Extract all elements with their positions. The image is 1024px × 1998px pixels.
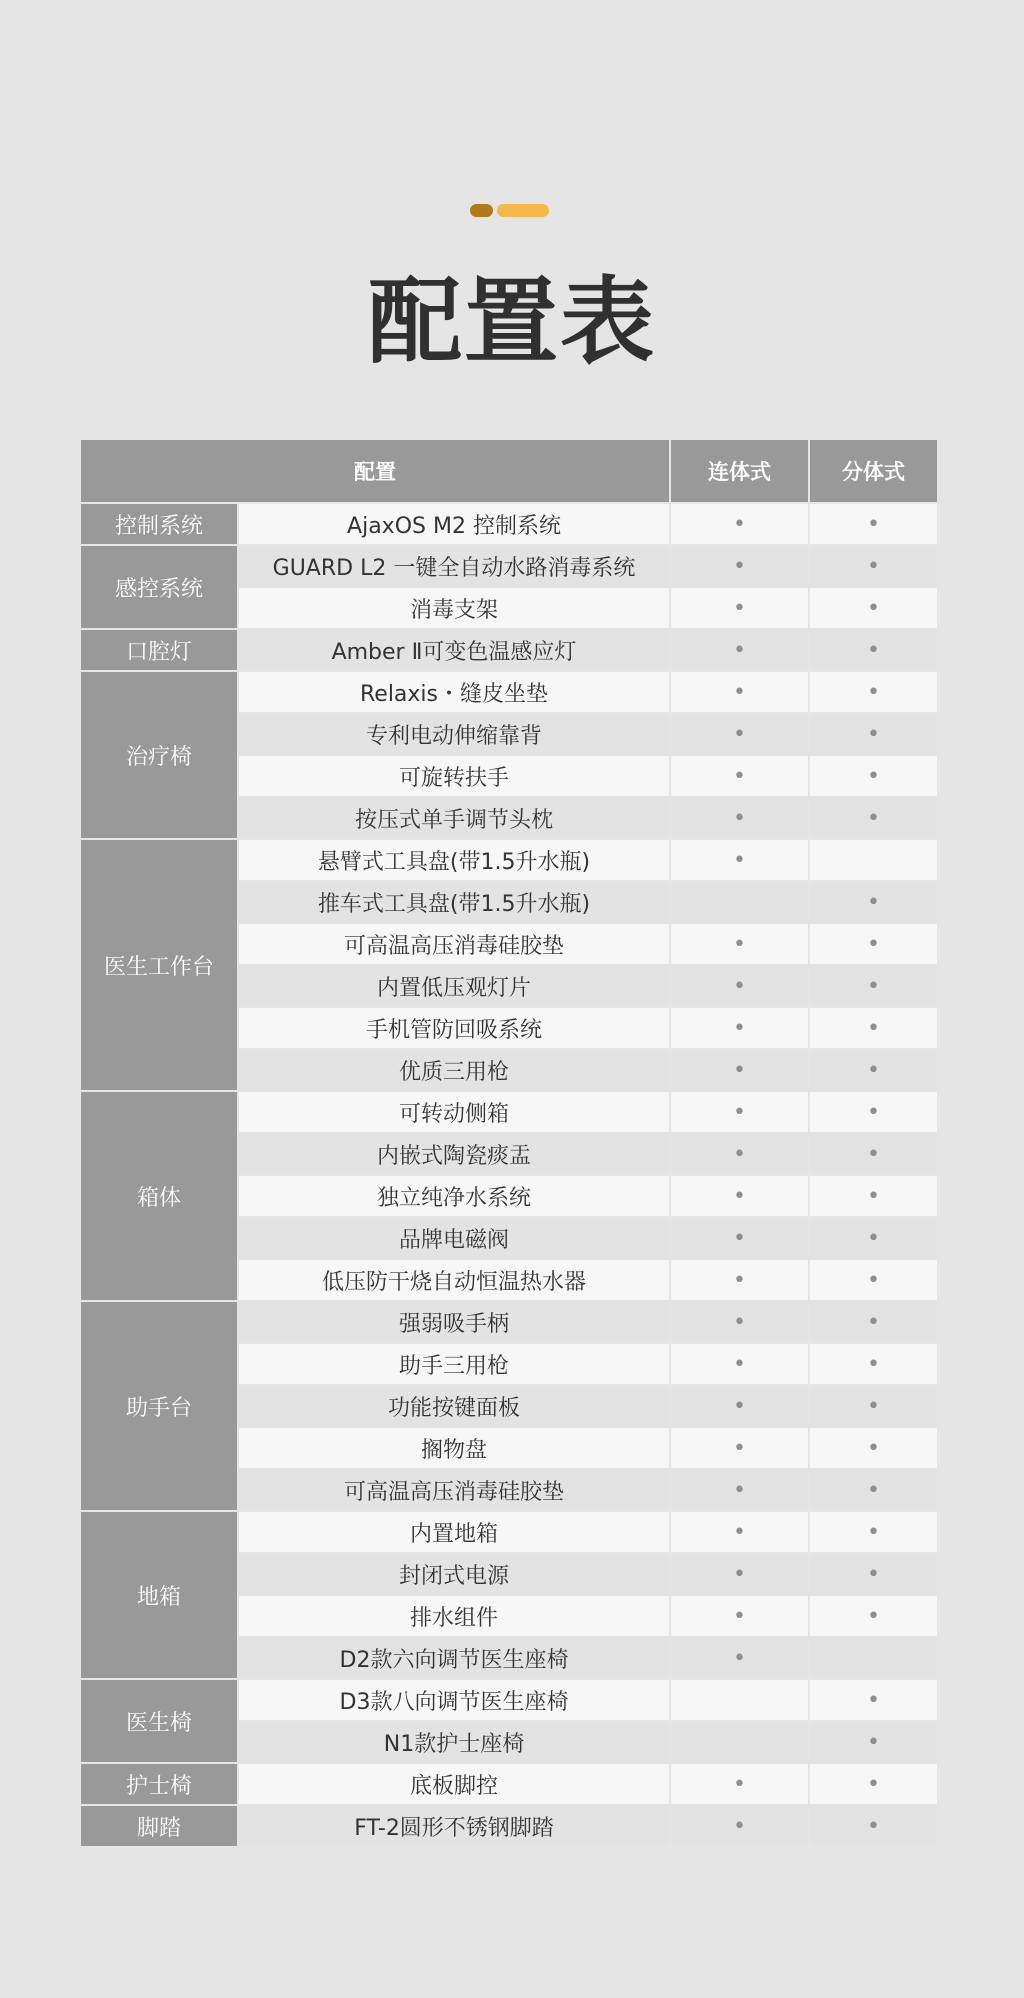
item-name-cell: D2款六向调节医生座椅: [239, 1638, 669, 1678]
included-dot-icon: •: [733, 1057, 746, 1083]
table-row: [81, 1134, 937, 1174]
split-mark-cell: [810, 1722, 937, 1762]
included-dot-icon: •: [867, 1057, 880, 1083]
included-dot-icon: •: [867, 763, 880, 789]
included-dot-icon: •: [733, 511, 746, 537]
included-dot-icon: •: [867, 1561, 880, 1587]
included-dot-icon: •: [733, 1099, 746, 1125]
split-mark-cell: [810, 1134, 937, 1174]
item-name-cell: 专利电动伸缩靠背: [239, 714, 669, 754]
table-header-row: [81, 440, 937, 502]
split-mark-cell: [810, 1050, 937, 1090]
category-cell: 医生工作台: [81, 840, 237, 1090]
split-mark-cell: [810, 798, 937, 838]
included-dot-icon: •: [867, 1267, 880, 1293]
category-cell: 口腔灯: [81, 630, 237, 670]
category-cell: 助手台: [81, 1302, 237, 1510]
integrated-mark-cell: [671, 840, 808, 880]
category-cell: 地箱: [81, 1512, 237, 1678]
integrated-mark-cell: [671, 1680, 808, 1720]
included-dot-icon: •: [733, 1813, 746, 1839]
table-row: [81, 1344, 937, 1384]
integrated-mark-cell: [671, 1092, 808, 1132]
included-dot-icon: •: [733, 1393, 746, 1419]
included-dot-icon: •: [733, 1603, 746, 1629]
item-name-cell: 可高温高压消毒硅胶垫: [239, 924, 669, 964]
table-row: [81, 798, 937, 838]
split-mark-cell: [810, 1596, 937, 1636]
table-row: [81, 756, 937, 796]
item-name-cell: 悬臂式工具盘(带1.5升水瓶): [239, 840, 669, 880]
item-name-cell: D3款八向调节医生座椅: [239, 1680, 669, 1720]
included-dot-icon: •: [733, 1519, 746, 1545]
item-name-cell: N1款护士座椅: [239, 1722, 669, 1762]
split-mark-cell: [810, 924, 937, 964]
table-row: [81, 1176, 937, 1216]
item-name-cell: 优质三用枪: [239, 1050, 669, 1090]
included-dot-icon: •: [867, 1351, 880, 1377]
included-dot-icon: •: [733, 1771, 746, 1797]
table-row: [81, 1218, 937, 1258]
split-mark-cell: [810, 966, 937, 1006]
integrated-mark-cell: [671, 1638, 808, 1678]
split-mark-cell: [810, 672, 937, 712]
table-row: [81, 1470, 937, 1510]
included-dot-icon: •: [867, 1771, 880, 1797]
item-name-cell: 品牌电磁阀: [239, 1218, 669, 1258]
included-dot-icon: •: [867, 679, 880, 705]
item-name-cell: 搁物盘: [239, 1428, 669, 1468]
included-dot-icon: •: [733, 1477, 746, 1503]
integrated-mark-cell: [671, 1302, 808, 1342]
integrated-mark-cell: [671, 924, 808, 964]
integrated-mark-cell: [671, 1596, 808, 1636]
integrated-mark-cell: [671, 1050, 808, 1090]
item-name-cell: 强弱吸手柄: [239, 1302, 669, 1342]
split-mark-cell: [810, 714, 937, 754]
included-dot-icon: •: [733, 1645, 746, 1671]
table-row: [81, 1512, 937, 1552]
included-dot-icon: •: [733, 1435, 746, 1461]
split-mark-cell: [810, 1428, 937, 1468]
item-name-cell: Amber Ⅱ可变色温感应灯: [239, 630, 669, 670]
split-mark-cell: [810, 1302, 937, 1342]
integrated-mark-cell: [671, 714, 808, 754]
included-dot-icon: •: [733, 1141, 746, 1167]
table-row: [81, 1806, 937, 1846]
split-mark-cell: [810, 1512, 937, 1552]
integrated-mark-cell: [671, 882, 808, 922]
item-name-cell: 消毒支架: [239, 588, 669, 628]
included-dot-icon: •: [867, 1099, 880, 1125]
table-row: [81, 1638, 937, 1678]
header-integrated: 连体式: [671, 440, 808, 502]
split-mark-cell: [810, 504, 937, 544]
table-row: [81, 840, 937, 880]
category-cell: 控制系统: [81, 504, 237, 544]
table-row: [81, 1428, 937, 1468]
item-name-cell: 内置地箱: [239, 1512, 669, 1552]
included-dot-icon: •: [733, 1225, 746, 1251]
included-dot-icon: •: [867, 1477, 880, 1503]
table-row: [81, 882, 937, 922]
integrated-mark-cell: [671, 1512, 808, 1552]
table-row: [81, 1008, 937, 1048]
split-mark-cell: [810, 1260, 937, 1300]
integrated-mark-cell: [671, 546, 808, 586]
category-cell: 感控系统: [81, 546, 237, 628]
table-row: [81, 1680, 937, 1720]
included-dot-icon: •: [733, 763, 746, 789]
integrated-mark-cell: [671, 1218, 808, 1258]
included-dot-icon: •: [733, 679, 746, 705]
included-dot-icon: •: [867, 805, 880, 831]
table-row: [81, 1386, 937, 1426]
split-mark-cell: [810, 1008, 937, 1048]
integrated-mark-cell: [671, 588, 808, 628]
split-mark-cell: [810, 1344, 937, 1384]
split-mark-cell: [810, 882, 937, 922]
split-mark-cell: [810, 1764, 937, 1804]
split-mark-cell: [810, 1218, 937, 1258]
included-dot-icon: •: [733, 595, 746, 621]
integrated-mark-cell: [671, 966, 808, 1006]
integrated-mark-cell: [671, 1806, 808, 1846]
split-mark-cell: [810, 1092, 937, 1132]
included-dot-icon: •: [867, 1687, 880, 1713]
table-row: [81, 1092, 937, 1132]
included-dot-icon: •: [733, 1351, 746, 1377]
split-mark-cell: [810, 756, 937, 796]
included-dot-icon: •: [733, 931, 746, 957]
split-mark-cell: [810, 1554, 937, 1594]
table-row: [81, 714, 937, 754]
split-mark-cell: [810, 1806, 937, 1846]
included-dot-icon: •: [867, 637, 880, 663]
title-accent-light: [497, 204, 549, 217]
included-dot-icon: •: [733, 805, 746, 831]
item-name-cell: 功能按键面板: [239, 1386, 669, 1426]
included-dot-icon: •: [867, 1225, 880, 1251]
split-mark-cell: [810, 1638, 937, 1678]
table-row: [81, 1260, 937, 1300]
included-dot-icon: •: [867, 1141, 880, 1167]
included-dot-icon: •: [867, 973, 880, 999]
split-mark-cell: [810, 1680, 937, 1720]
integrated-mark-cell: [671, 1134, 808, 1174]
split-mark-cell: [810, 546, 937, 586]
included-dot-icon: •: [867, 553, 880, 579]
item-name-cell: 助手三用枪: [239, 1344, 669, 1384]
item-name-cell: 底板脚控: [239, 1764, 669, 1804]
integrated-mark-cell: [671, 1008, 808, 1048]
table-row: [81, 1764, 937, 1804]
category-cell: 医生椅: [81, 1680, 237, 1762]
table-row: [81, 504, 937, 544]
item-name-cell: 内嵌式陶瓷痰盂: [239, 1134, 669, 1174]
integrated-mark-cell: [671, 798, 808, 838]
included-dot-icon: •: [733, 721, 746, 747]
included-dot-icon: •: [867, 721, 880, 747]
included-dot-icon: •: [867, 1519, 880, 1545]
item-name-cell: GUARD L2 一键全自动水路消毒系统: [239, 546, 669, 586]
included-dot-icon: •: [733, 1183, 746, 1209]
title-accent-dark: [470, 204, 493, 217]
included-dot-icon: •: [733, 1267, 746, 1293]
table-row: [81, 1722, 937, 1762]
split-mark-cell: [810, 840, 937, 880]
split-mark-cell: [810, 1176, 937, 1216]
integrated-mark-cell: [671, 1470, 808, 1510]
item-name-cell: 可旋转扶手: [239, 756, 669, 796]
integrated-mark-cell: [671, 1554, 808, 1594]
item-name-cell: 独立纯净水系统: [239, 1176, 669, 1216]
integrated-mark-cell: [671, 1260, 808, 1300]
table-row: [81, 672, 937, 712]
included-dot-icon: •: [867, 1015, 880, 1041]
included-dot-icon: •: [733, 973, 746, 999]
category-cell: 脚踏: [81, 1806, 237, 1846]
table-row: [81, 546, 937, 586]
included-dot-icon: •: [733, 847, 746, 873]
integrated-mark-cell: [671, 1176, 808, 1216]
split-mark-cell: [810, 1470, 937, 1510]
category-cell: 治疗椅: [81, 672, 237, 838]
item-name-cell: 手机管防回吸系统: [239, 1008, 669, 1048]
item-name-cell: 排水组件: [239, 1596, 669, 1636]
header-split: 分体式: [810, 440, 937, 502]
item-name-cell: 可高温高压消毒硅胶垫: [239, 1470, 669, 1510]
table-row: [81, 630, 937, 670]
included-dot-icon: •: [733, 637, 746, 663]
table-row: [81, 1050, 937, 1090]
item-name-cell: Relaxis・缝皮坐垫: [239, 672, 669, 712]
item-name-cell: 内置低压观灯片: [239, 966, 669, 1006]
included-dot-icon: •: [733, 553, 746, 579]
item-name-cell: 推车式工具盘(带1.5升水瓶): [239, 882, 669, 922]
item-name-cell: FT-2圆形不锈钢脚踏: [239, 1806, 669, 1846]
item-name-cell: 封闭式电源: [239, 1554, 669, 1594]
integrated-mark-cell: [671, 672, 808, 712]
item-name-cell: 低压防干烧自动恒温热水器: [239, 1260, 669, 1300]
included-dot-icon: •: [867, 1729, 880, 1755]
table-row: [81, 1596, 937, 1636]
integrated-mark-cell: [671, 1764, 808, 1804]
included-dot-icon: •: [867, 1183, 880, 1209]
integrated-mark-cell: [671, 630, 808, 670]
table-row: [81, 1302, 937, 1342]
item-name-cell: 可转动侧箱: [239, 1092, 669, 1132]
included-dot-icon: •: [867, 1603, 880, 1629]
included-dot-icon: •: [867, 511, 880, 537]
included-dot-icon: •: [733, 1309, 746, 1335]
header-config: 配置: [81, 440, 669, 502]
integrated-mark-cell: [671, 504, 808, 544]
included-dot-icon: •: [867, 595, 880, 621]
split-mark-cell: [810, 588, 937, 628]
included-dot-icon: •: [733, 1561, 746, 1587]
split-mark-cell: [810, 630, 937, 670]
category-cell: 护士椅: [81, 1764, 237, 1804]
page-title: 配置表: [367, 268, 656, 377]
integrated-mark-cell: [671, 756, 808, 796]
table-row: [81, 924, 937, 964]
included-dot-icon: •: [867, 1813, 880, 1839]
item-name-cell: AjaxOS M2 控制系统: [239, 504, 669, 544]
category-cell: 箱体: [81, 1092, 237, 1300]
included-dot-icon: •: [867, 1393, 880, 1419]
integrated-mark-cell: [671, 1344, 808, 1384]
table-row: [81, 588, 937, 628]
included-dot-icon: •: [867, 931, 880, 957]
included-dot-icon: •: [867, 1435, 880, 1461]
table-row: [81, 1554, 937, 1594]
table-row: [81, 966, 937, 1006]
included-dot-icon: •: [867, 1309, 880, 1335]
item-name-cell: 按压式单手调节头枕: [239, 798, 669, 838]
integrated-mark-cell: [671, 1428, 808, 1468]
split-mark-cell: [810, 1386, 937, 1426]
included-dot-icon: •: [733, 1015, 746, 1041]
integrated-mark-cell: [671, 1386, 808, 1426]
included-dot-icon: •: [867, 889, 880, 915]
integrated-mark-cell: [671, 1722, 808, 1762]
